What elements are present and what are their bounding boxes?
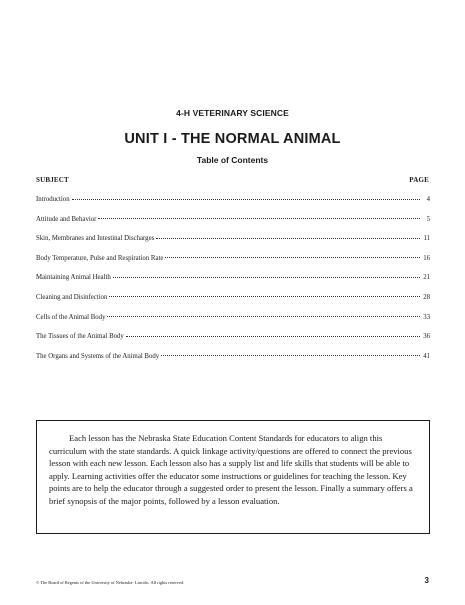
dot-leader: [165, 257, 420, 258]
dot-leader: [72, 199, 420, 200]
toc-entry-subject: The Tissues of the Animal Body: [36, 333, 124, 341]
toc-entry-page: 41: [423, 352, 430, 360]
toc-entry-subject: The Organs and Systems of the Animal Body: [36, 352, 160, 360]
toc-entry-page: 5: [426, 215, 430, 223]
copyright-notice: © The Board of Regents of the University of Nebraska- Lincoln. All rights reserved.: [36, 580, 185, 585]
dot-leader: [161, 355, 420, 356]
toc-entry: [36, 294, 430, 314]
lesson-overview-box: [36, 420, 430, 534]
toc-entry-page: 33: [423, 313, 430, 321]
toc-entry: [36, 314, 430, 334]
toc-entry: [36, 333, 430, 353]
subject-column-header: SUBJECT: [36, 176, 69, 184]
dot-leader: [126, 336, 420, 337]
toc-entry-subject: Body Temperature, Pulse and Respiration Rate: [36, 254, 164, 262]
table-of-contents: [36, 196, 430, 372]
lesson-overview-text: Each lesson has the Nebraska State Education Content Standards for educators to align this curriculum with the state standards. A quick linkage activity/questions are offered to connect the previous lesson with each new lesson. Each lesson also has a supply list and life skills that students will be able to apply. Learning activities offer the educator some instructions or guidelines for teaching the lesson. Key points are to help the educator through a suggested order to present the lesson. Finally a summary offers a brief synopsis of the major points, followed by a lesson evaluation.: [49, 433, 413, 506]
toc-entry: [36, 274, 430, 294]
dot-leader: [113, 277, 420, 278]
toc-entry: [36, 235, 430, 255]
toc-entry: [36, 255, 430, 275]
page-column-header: PAGE: [409, 176, 429, 184]
toc-entry-subject: Introduction: [36, 196, 70, 203]
toc-entry: [36, 353, 430, 373]
toc-entry-page: 21: [423, 274, 430, 282]
toc-entry-subject: Cleaning and Disinfection: [36, 293, 108, 301]
toc-entry-subject: Maintaining Animal Health: [36, 274, 111, 282]
unit-title: UNIT I - THE NORMAL ANIMAL: [124, 131, 341, 147]
toc-entry: [36, 216, 430, 236]
dot-leader: [98, 218, 420, 219]
toc-entry-page: 4: [426, 196, 430, 203]
dot-leader: [156, 238, 420, 239]
dot-leader: [107, 316, 420, 317]
page-number: 3: [424, 576, 429, 585]
dot-leader: [109, 296, 420, 297]
toc-entry-subject: Attitude and Behavior: [36, 215, 97, 223]
toc-entry-subject: Skin, Membranes and Intestinal Discharges: [36, 235, 155, 243]
toc-title: Table of Contents: [196, 155, 269, 165]
toc-entry-page: 36: [423, 333, 430, 341]
toc-entry-page: 11: [423, 235, 430, 243]
series-heading: 4-H VETERINARY SCIENCE: [176, 108, 289, 118]
toc-entry-page: 28: [423, 293, 430, 301]
toc-entry-page: 16: [423, 254, 430, 262]
toc-entry-subject: Cells of the Animal Body: [36, 313, 106, 321]
toc-entry: [36, 196, 430, 216]
